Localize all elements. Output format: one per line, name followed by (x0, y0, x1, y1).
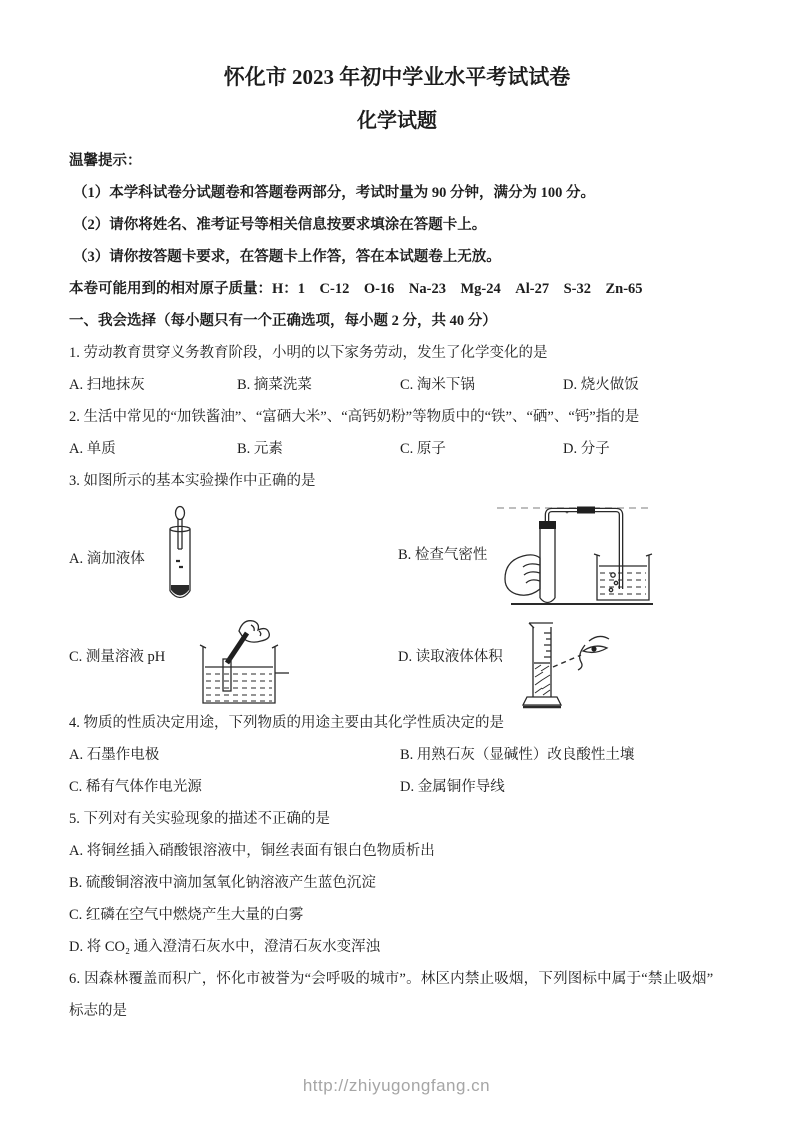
question-4-option-c: C. 稀有气体作电光源 (69, 779, 202, 795)
notice-item-1: （1）本学科试卷分试题卷和答题卷两部分，考试时量为 90 分钟，满分为 100 分。 (73, 185, 595, 201)
question-5-option-c: C. 红磷在空气中燃烧产生大量的白雾 (69, 907, 304, 923)
gas-tightness-check-illustration (489, 503, 659, 613)
page-subtitle: 化学试题 (357, 110, 437, 132)
question-4-stem: 4. 物质的性质决定用途，下列物质的用途主要由其化学性质决定的是 (69, 715, 504, 731)
question-2-option-b: B. 元素 (237, 441, 283, 457)
question-2-stem: 2. 生活中常见的“加铁酱油”、“富硒大米”、“高钙奶粉”等物质中的“铁”、“硒”、“钙”指的是 (69, 409, 640, 425)
question-3-option-a-label: A. 滴加液体 (69, 551, 145, 567)
section-heading: 一、我会选择（每小题只有一个正确选项，每小题 2 分，共 40 分） (69, 313, 497, 329)
question-5-option-d: D. 将 CO₂ 通入澄清石灰水中，澄清石灰水变浑浊 (69, 939, 381, 955)
question-3-row-cd (69, 615, 725, 713)
question-1-stem: 1. 劳动教育贯穿义务教育阶段，小明的以下家务劳动，发生了化学变化的是 (69, 345, 548, 361)
watermark-url: http://zhiyugongfang.cn (302, 1076, 491, 1095)
question-1-option-a: A. 扫地抹灰 (69, 377, 145, 393)
question-3-option-c-label: C. 测量溶液 pH (69, 649, 166, 665)
question-3-option-d-label: D. 读取液体体积 (398, 649, 503, 665)
question-2-options (69, 439, 725, 459)
question-2-option-a: A. 单质 (69, 441, 116, 457)
notice-item-2: （2）请你将姓名、准考证号等相关信息按要求填涂在答题卡上。 (73, 217, 487, 233)
question-1-option-b: B. 摘菜洗菜 (237, 377, 312, 393)
question-4-option-d: D. 金属铜作导线 (400, 779, 505, 795)
ph-paper-in-beaker-illustration (181, 615, 301, 709)
page-title: 怀化市 2023 年初中学业水平考试试卷 (223, 65, 571, 89)
question-3-stem: 3. 如图所示的基本实验操作中正确的是 (69, 473, 316, 489)
dropper-into-test-tube-illustration (139, 505, 219, 609)
question-1-options (69, 375, 725, 395)
question-3-option-b-label: B. 检查气密性 (398, 547, 488, 563)
question-6-stem-line-2: 标志的是 (69, 1003, 127, 1019)
notice-item-3: （3）请你按答题卡要求，在答题卡上作答，答在本试题卷上无放。 (73, 249, 501, 265)
atomic-masses-line: 本卷可能用到的相对原子质量：H：1 C-12 O-16 Na-23 Mg-24 Al-27 S-32 Zn-65 (69, 281, 643, 297)
question-4-options-row-1 (69, 745, 725, 765)
question-1-option-c: C. 淘米下锅 (400, 377, 475, 393)
question-2-option-d: D. 分子 (563, 441, 610, 457)
reading-graduated-cylinder-illustration (507, 615, 627, 713)
question-1-option-d: D. 烧火做饭 (563, 377, 639, 393)
question-5-stem: 5. 下列对有关实验现象的描述不正确的是 (69, 811, 330, 827)
question-2-option-c: C. 原子 (400, 441, 446, 457)
question-4-option-b: B. 用熟石灰（显碱性）改良酸性土壤 (400, 747, 635, 763)
question-6-stem-line-1: 6. 因森林覆盖而积广，怀化市被誉为“会呼吸的城市”。林区内禁止吸烟，下列图标中属于“禁止吸烟” (69, 971, 714, 987)
question-5-option-a: A. 将铜丝插入硝酸银溶液中，铜丝表面有银白色物质析出 (69, 843, 435, 859)
question-5-option-b: B. 硫酸铜溶液中滴加氢氧化钠溶液产生蓝色沉淀 (69, 875, 376, 891)
notice-heading: 温馨提示： (69, 153, 142, 169)
question-3-row-ab (69, 503, 725, 615)
question-4-option-a: A. 石墨作电极 (69, 747, 160, 763)
question-4-options-row-2 (69, 777, 725, 797)
